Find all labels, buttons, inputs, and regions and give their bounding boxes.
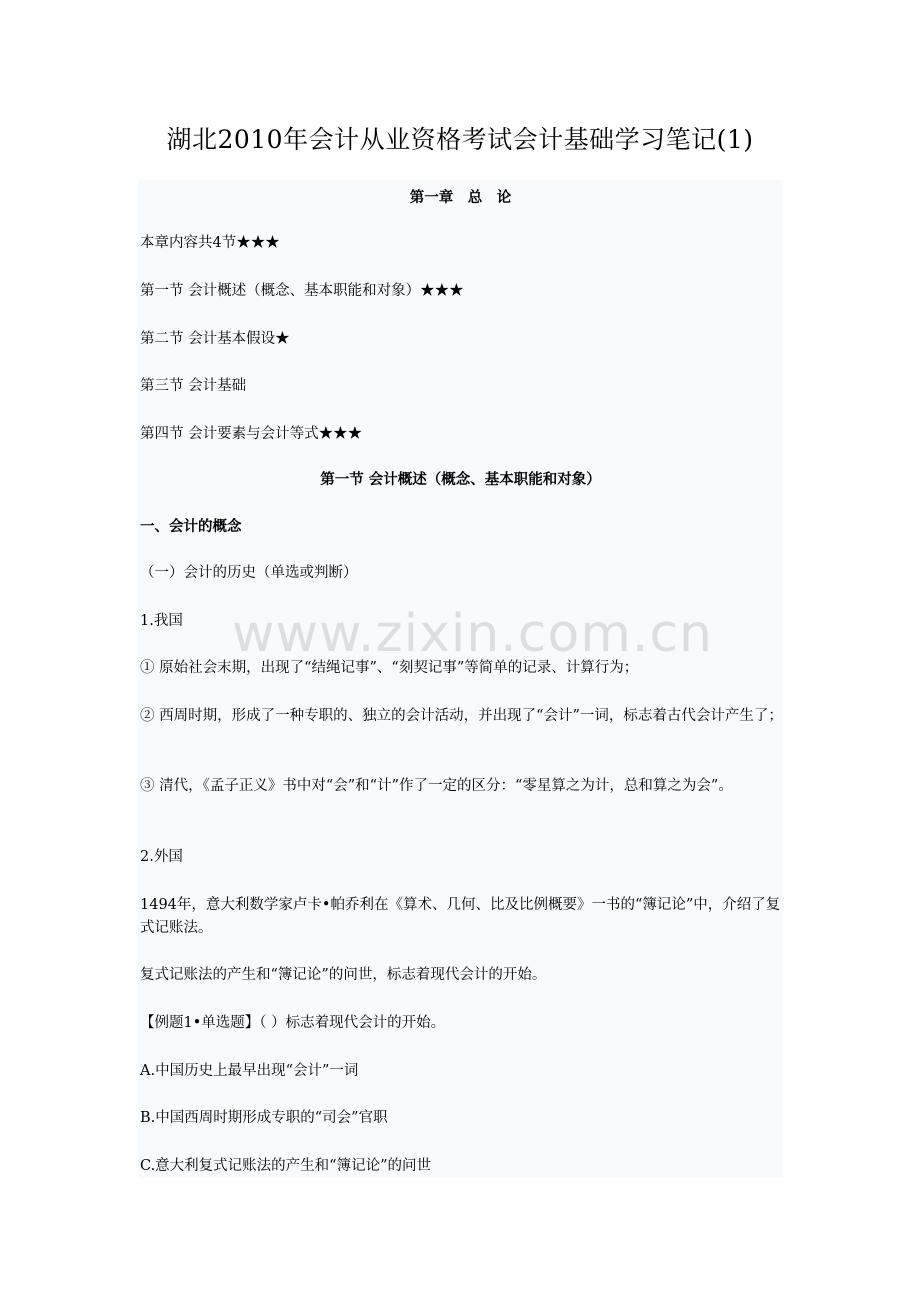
section-heading: 第一节 会计概述（概念、基本职能和对象）	[320, 471, 601, 488]
paragraph-item-1: ① 原始社会末期，出现了“结绳记事”、“刻契记事”等简单的记录、计算行为；	[140, 660, 639, 676]
chapter-heading: 第一章 总 论	[409, 189, 512, 206]
paragraph-item-3: ③ 清代，《孟子正义》书中对“会”和“计”作了一定的区分：“零星算之为计，总和算之为会”。	[140, 778, 733, 794]
example-question: 【例题1•单选题】（ ）标志着现代会计的开始。	[140, 1015, 446, 1031]
paragraph-pacioli: 1494年，意大利数学家卢卡•帕乔利在《算术、几何、比及比例概要》一书的“簿记论”中，介绍了复式记账法。	[140, 897, 781, 936]
paragraph-modern-start: 复式记账法的产生和“簿记论”的问世，标志着现代会计的开始。	[140, 967, 547, 983]
subsection-heading: 一、会计的概念	[140, 518, 242, 535]
document-title: 湖北2010年会计从业资格考试会计基础学习笔记(1)	[166, 125, 754, 154]
section-list-item-1: 第一节 会计概述（概念、基本职能和对象）★★★	[140, 283, 464, 299]
option-b: B.中国西周时期形成专职的“司会”官职	[140, 1110, 388, 1126]
watermark: www.zixin.com.cn	[232, 604, 713, 664]
paragraph-foreign: 2.外国	[140, 849, 183, 865]
section-list-item-2: 第二节 会计基本假设★	[140, 331, 290, 347]
section-list-item-3: 第三节 会计基础	[140, 378, 247, 394]
chapter-summary: 本章内容共4节★★★	[140, 235, 280, 251]
notes-body	[138, 180, 783, 1178]
paragraph-item-2: ② 西周时期，形成了一种专职的、独立的会计活动，并出现了“会计”一词，标志着古代会计产生了；	[140, 708, 783, 724]
section-list-item-4: 第四节 会计要素与会计等式★★★	[140, 426, 363, 442]
topic-heading: （一）会计的历史（单选或判断）	[140, 565, 358, 581]
paragraph-china: 1.我国	[140, 613, 183, 629]
option-c: C.意大利复式记账法的产生和“簿记论”的问世	[140, 1158, 432, 1174]
option-a: A.中国历史上最早出现“会计”一词	[140, 1063, 359, 1079]
